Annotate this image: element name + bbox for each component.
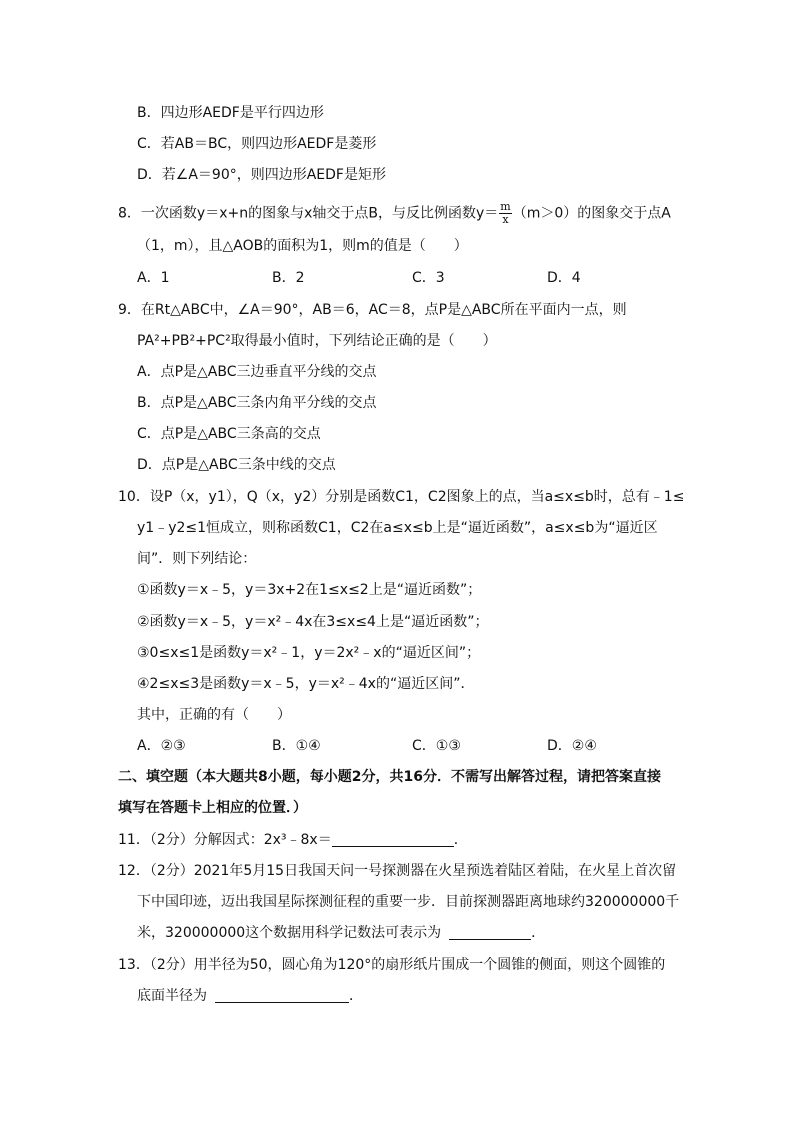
q10-stem-line1: 10．设P（x，y1），Q（x，y2）分别是函数C1，C2图象上的点，当a≤x≤b时，总有﹣1≤ bbox=[118, 489, 685, 505]
q10-stem-line2: y1﹣y2≤1恒成立，则称函数C1，C2在a≤x≤b上是“逼近函数”，a≤x≤b为“逼近区 bbox=[137, 520, 658, 536]
q8-stem-line1 bbox=[118, 201, 671, 226]
q12-answer-blank[interactable] bbox=[449, 925, 531, 940]
q7-option-d: D．若∠A＝90°，则四边形AEDF是矩形 bbox=[137, 167, 386, 183]
q13-line2 bbox=[137, 986, 363, 1006]
q12-end: ． bbox=[531, 925, 546, 941]
q11-text: 11．（2分）分解因式：2x³﹣8x＝ bbox=[118, 832, 332, 848]
q10-option-c: C．①③ bbox=[412, 738, 461, 754]
q8-fraction bbox=[499, 201, 511, 226]
q9-option-b: B．点P是△ABC三条内角平分线的交点 bbox=[137, 395, 377, 411]
q10-option-a: A．②③ bbox=[137, 738, 186, 754]
q12-line2: 下中国印迹，迈出我国星际探测征程的重要一步．目前探测器距离地球约320000000千 bbox=[137, 894, 680, 910]
q10-stem-line3: 间”．则下列结论： bbox=[137, 551, 257, 567]
q7-option-c: C．若AB＝BC，则四边形AEDF是菱形 bbox=[137, 136, 377, 152]
q10-item-4: ④2≤x≤3是函数y＝x﹣5，y＝x²﹣4x的“逼近区间”． bbox=[137, 676, 475, 692]
section2-heading-line2: 填写在答题卡上相应的位置．） bbox=[118, 800, 307, 816]
section2-heading-line1: 二、填空题（本大题共8小题，每小题2分，共16分．不需写出解答过程，请把答案直接 bbox=[118, 769, 661, 785]
q11-end: ． bbox=[453, 832, 468, 848]
q9-option-c: C．点P是△ABC三条高的交点 bbox=[137, 426, 321, 442]
q8-option-d: D．4 bbox=[547, 270, 581, 286]
q8-option-c: C．3 bbox=[412, 270, 445, 286]
q9-stem-line1: 9．在Rt△ABC中，∠A＝90°，AB＝6，AC＝8，点P是△ABC所在平面内一点，则 bbox=[118, 302, 627, 318]
q13-answer-blank[interactable] bbox=[215, 988, 349, 1003]
q13-line2-text: 底面半径为 bbox=[137, 988, 207, 1004]
q8-option-b: B．2 bbox=[272, 270, 305, 286]
q8-option-a: A．1 bbox=[137, 270, 170, 286]
q12-line3 bbox=[137, 923, 545, 943]
q10-option-b: B．①④ bbox=[272, 738, 321, 754]
q9-option-d: D．点P是△ABC三条中线的交点 bbox=[137, 457, 336, 473]
q13-line1: 13．（2分）用半径为50，圆心角为120°的扇形纸片围成一个圆锥的侧面，则这个圆锥的 bbox=[118, 957, 666, 973]
q11-answer-blank[interactable] bbox=[332, 832, 454, 847]
q8-fraction-denominator: x bbox=[502, 213, 509, 226]
q8-stem-a: 8．一次函数y＝x+n的图象与x轴交于点B，与反比例函数y＝ bbox=[118, 205, 499, 222]
q8-fraction-numerator: m bbox=[500, 200, 511, 213]
q10-item-2: ②函数y＝x﹣5，y＝x²﹣4x在3≤x≤4上是“逼近函数”； bbox=[137, 614, 489, 630]
q10-item-3: ③0≤x≤1是函数y＝x²﹣1，y＝2x²﹣x的“逼近区间”； bbox=[137, 645, 481, 661]
q8-stem-line2: （1，m），且△AOB的面积为1，则m的值是（ ） bbox=[137, 238, 468, 254]
q8-stem-b: （m＞0）的图象交于点A bbox=[512, 205, 671, 222]
q7-option-b: B．四边形AEDF是平行四边形 bbox=[137, 105, 324, 121]
q10-option-d: D．②④ bbox=[547, 738, 597, 754]
q9-option-a: A．点P是△ABC三边垂直平分线的交点 bbox=[137, 364, 377, 380]
q10-item-1: ①函数y＝x﹣5，y＝3x+2在1≤x≤2上是“逼近函数”； bbox=[137, 582, 482, 598]
q12-line3-text: 米，320000000这个数据用科学记数法可表示为 bbox=[137, 925, 442, 941]
q13-end: ． bbox=[349, 988, 363, 1004]
q10-ask: 其中，正确的有（ ） bbox=[137, 707, 291, 723]
q9-stem-line2: PA²+PB²+PC²取得最小值时，下列结论正确的是（ ） bbox=[137, 333, 497, 349]
q11-line bbox=[118, 830, 468, 850]
q12-line1: 12．（2分）2021年5月15日我国天问一号探测器在火星预选着陆区着陆，在火星上首次留 bbox=[118, 863, 677, 879]
